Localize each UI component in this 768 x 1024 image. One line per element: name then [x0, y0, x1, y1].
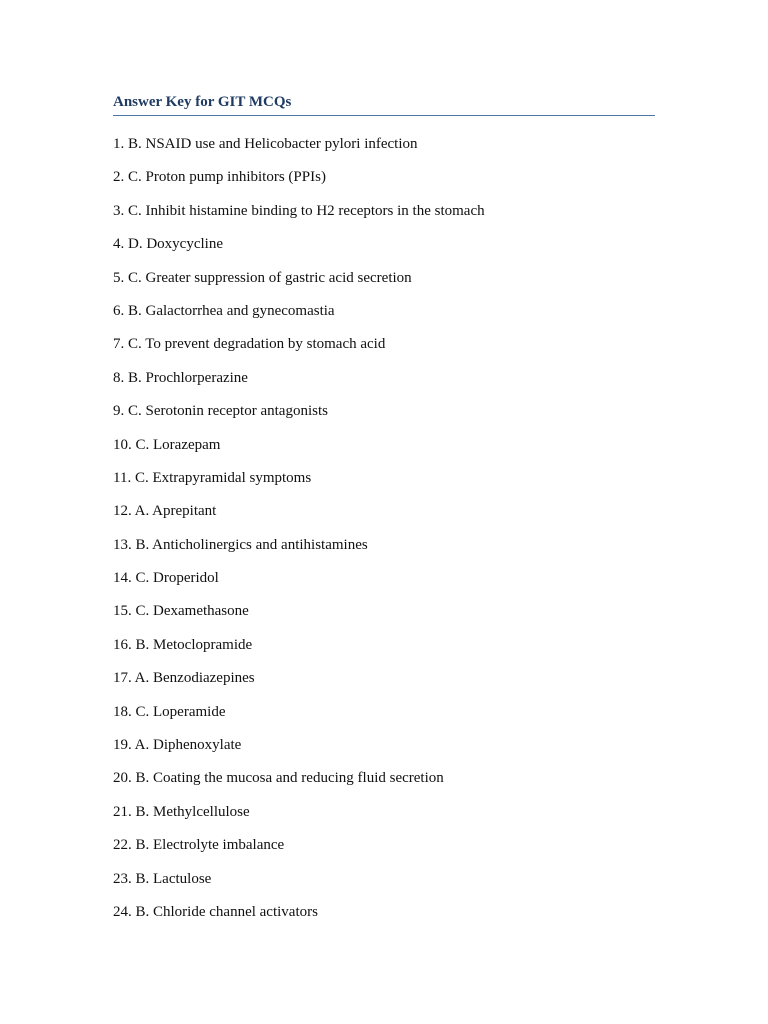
answer-item-18: 18. C. Loperamide — [113, 703, 226, 720]
answer-item-17: 17. A. Benzodiazepines — [113, 670, 255, 687]
answer-item-8: 8. B. Prochlorperazine — [113, 369, 248, 386]
answer-item-23: 23. B. Lactulose — [113, 870, 212, 887]
answer-item-7: 7. C. To prevent degradation by stomach acid — [113, 336, 386, 353]
answer-item-10: 10. C. Lorazepam — [113, 436, 221, 453]
answer-list — [113, 134, 655, 922]
answer-item-20: 20. B. Coating the mucosa and reducing fluid secretion — [113, 770, 444, 787]
answer-item-16: 16. B. Metoclopramide — [113, 636, 253, 653]
answer-item-15: 15. C. Dexamethasone — [113, 603, 249, 620]
answer-item-14: 14. C. Droperidol — [113, 570, 219, 587]
answer-item-21: 21. B. Methylcellulose — [113, 803, 250, 820]
answer-item-12: 12. A. Aprepitant — [113, 503, 217, 520]
page-title: Answer Key for GIT MCQs — [113, 92, 655, 116]
answer-item-9: 9. C. Serotonin receptor antagonists — [113, 403, 328, 420]
answer-item-11: 11. C. Extrapyramidal symptoms — [113, 469, 312, 486]
answer-item-2: 2. C. Proton pump inhibitors (PPIs) — [113, 169, 326, 186]
answer-item-24: 24. B. Chloride channel activators — [113, 903, 318, 920]
answer-item-3: 3. C. Inhibit histamine binding to H2 receptors in the stomach — [113, 202, 485, 219]
answer-item-6: 6. B. Galactorrhea and gynecomastia — [113, 302, 335, 319]
answer-item-22: 22. B. Electrolyte imbalance — [113, 837, 285, 854]
answer-item-5: 5. C. Greater suppression of gastric acid secretion — [113, 269, 412, 286]
answer-item-13: 13. B. Anticholinergics and antihistamines — [113, 536, 368, 553]
answer-item-4: 4. D. Doxycycline — [113, 236, 223, 253]
answer-item-19: 19. A. Diphenoxylate — [113, 737, 242, 754]
answer-item-1: 1. B. NSAID use and Helicobacter pylori infection — [113, 136, 418, 152]
